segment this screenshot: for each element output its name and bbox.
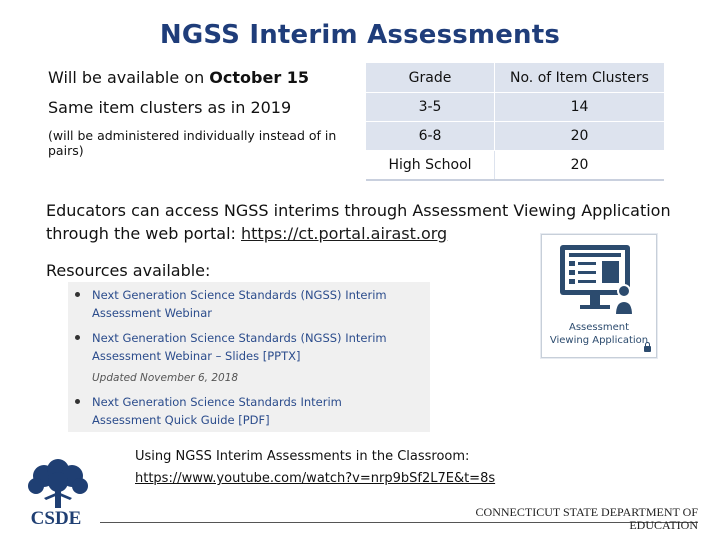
tile-caption-line1: Assessment bbox=[569, 322, 629, 333]
page-title: NGSS Interim Assessments bbox=[159, 20, 561, 50]
resource-link-webinar[interactable]: Next Generation Science Standards (NGSS) Interim Assessment Webinar bbox=[92, 286, 412, 322]
grade-cell: 3-5 bbox=[366, 93, 495, 122]
bullet-icon bbox=[75, 335, 80, 340]
csde-logo bbox=[14, 458, 100, 530]
tree-icon bbox=[14, 458, 100, 526]
classroom-text: Using NGSS Interim Assessments in the Classroom: bbox=[135, 449, 470, 464]
access-text: Educators can access NGSS interims through Assessment Viewing Application through the web portal: bbox=[46, 201, 671, 243]
grade-cell: High School bbox=[366, 151, 495, 181]
grade-table-header bbox=[366, 63, 664, 93]
classroom-block bbox=[135, 446, 495, 490]
department-line1: CONNECTICUT STATE DEPARTMENT OF bbox=[475, 505, 698, 519]
clusters-cell: 14 bbox=[495, 93, 665, 122]
lock-icon bbox=[644, 346, 651, 352]
grade-cell: 6-8 bbox=[366, 122, 495, 151]
youtube-link[interactable]: https://www.youtube.com/watch?v=nrp9bSf2L7E&t=8s bbox=[135, 471, 496, 486]
department-name bbox=[476, 506, 698, 532]
table-row bbox=[366, 151, 664, 181]
portal-link[interactable]: https://ct.portal.airast.org bbox=[241, 224, 448, 243]
clusters-cell: 20 bbox=[495, 122, 665, 151]
table-row bbox=[366, 93, 664, 122]
resource-link-slides[interactable]: Next Generation Science Standards (NGSS) Interim Assessment Webinar – Slides [PPTX] bbox=[92, 329, 412, 365]
logo-text: CSDE bbox=[30, 508, 82, 526]
grade-table bbox=[366, 63, 664, 181]
grade-header: Grade bbox=[366, 63, 495, 93]
availability-prefix: Will be available on bbox=[48, 68, 210, 87]
resources-panel bbox=[68, 282, 430, 432]
bullet-icon bbox=[75, 292, 80, 297]
availability-date: October 15 bbox=[209, 68, 310, 87]
updated-date: Updated November 6, 2018 bbox=[92, 372, 239, 384]
administered-note: (will be administered individually instead of in pairs) bbox=[48, 128, 337, 158]
resource-link-quick-guide[interactable]: Next Generation Science Standards Interim Assessment Quick Guide [PDF] bbox=[92, 393, 412, 429]
department-line2: EDUCATION bbox=[629, 518, 698, 532]
assessment-viewing-app-tile[interactable] bbox=[541, 234, 657, 358]
availability-line bbox=[48, 68, 309, 87]
clusters-cell: 20 bbox=[495, 151, 665, 181]
tile-caption-line2: Viewing Application bbox=[549, 335, 649, 346]
clusters-header: No. of Item Clusters bbox=[495, 63, 665, 93]
bullet-icon bbox=[75, 399, 80, 404]
monitor-icon bbox=[558, 243, 640, 321]
resources-heading: Resources available: bbox=[46, 261, 211, 280]
same-clusters-line: Same item clusters as in 2019 bbox=[48, 98, 292, 117]
table-row bbox=[366, 122, 664, 151]
